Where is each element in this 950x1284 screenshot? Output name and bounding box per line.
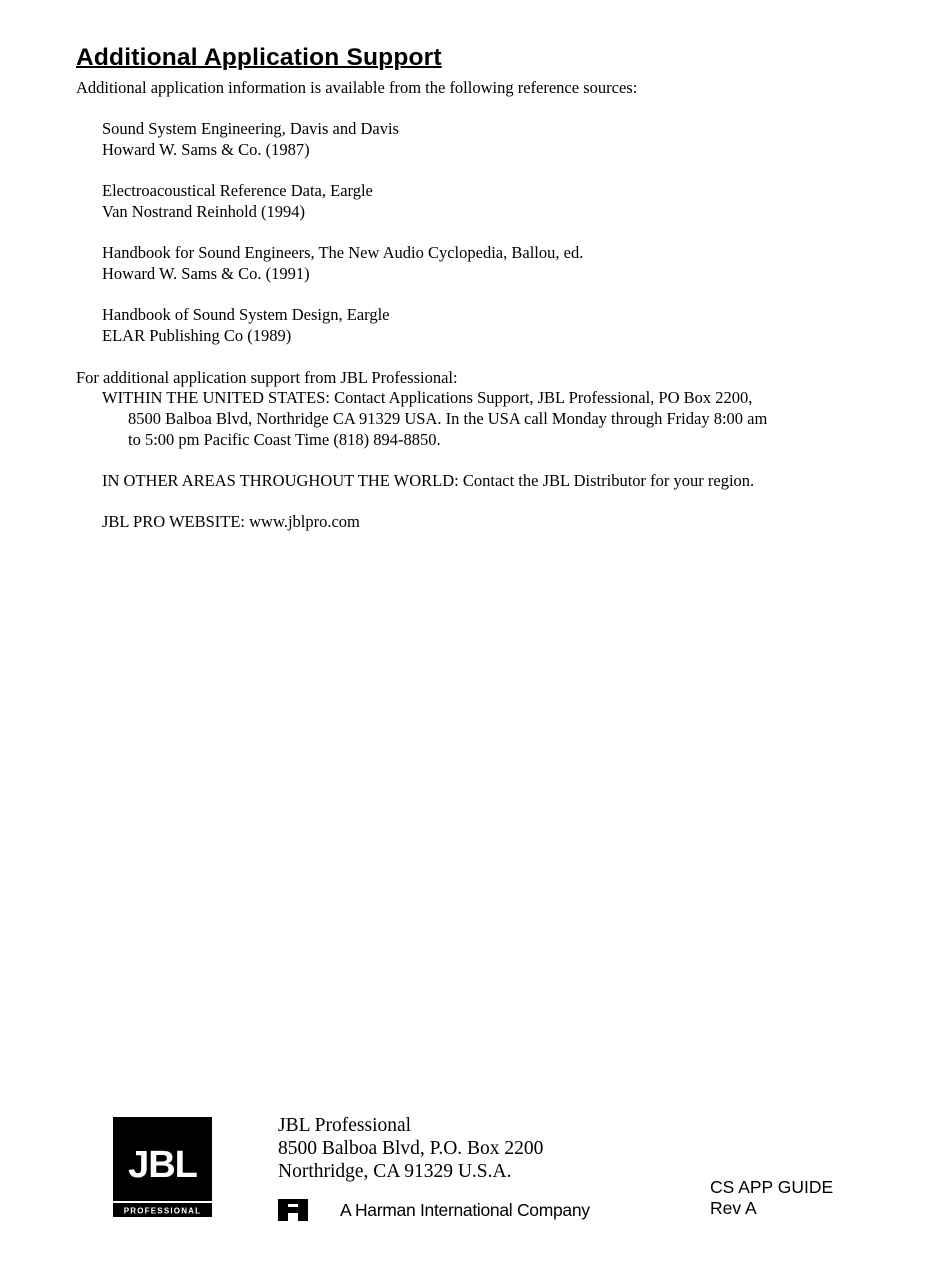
reference-publisher: ELAR Publishing Co (1989) <box>102 326 292 345</box>
company-name: JBL Professional <box>278 1115 412 1136</box>
reference-publisher: Howard W. Sams & Co. (1991) <box>102 264 310 283</box>
address-line: 8500 Balboa Blvd, P.O. Box 2200 <box>278 1138 544 1159</box>
reference-title: Electroacoustical Reference Data, Eargle <box>102 181 373 200</box>
world-support-line: IN OTHER AREAS THROUGHOUT THE WORLD: Contact the JBL Distributor for your region. <box>102 471 755 490</box>
usa-support-line: 8500 Balboa Blvd, Northridge CA 91329 USA. In the USA call Monday through Friday 8:00 am <box>128 409 768 428</box>
page-heading: Additional Application Support <box>76 44 442 71</box>
usa-support-line: to 5:00 pm Pacific Coast Time (818) 894-8850. <box>128 430 441 449</box>
reference-title: Sound System Engineering, Davis and Davis <box>102 119 399 138</box>
harman-logo-icon <box>278 1199 308 1221</box>
reference-title: Handbook for Sound Engineers, The New Audio Cyclopedia, Ballou, ed. <box>102 243 584 262</box>
jbl-logo-icon <box>113 1117 212 1217</box>
jbl-logo-text: JBL <box>128 1144 197 1186</box>
reference-title: Handbook of Sound System Design, Eargle <box>102 305 390 324</box>
address-line: Northridge, CA 91329 U.S.A. <box>278 1161 512 1182</box>
jbl-logo-subtext: PROFESSIONAL <box>123 1206 202 1216</box>
reference-publisher: Howard W. Sams & Co. (1987) <box>102 140 310 159</box>
harman-tagline: A Harman International Company <box>340 1200 590 1220</box>
website-line: JBL PRO WEBSITE: www.jblpro.com <box>102 512 360 531</box>
usa-support-line: WITHIN THE UNITED STATES: Contact Applications Support, JBL Professional, PO Box 2200, <box>102 388 753 407</box>
intro-text: Additional application information is available from the following reference sources: <box>76 78 638 97</box>
support-intro: For additional application support from JBL Professional: <box>76 368 458 387</box>
guide-title: CS APP GUIDE <box>710 1177 834 1197</box>
guide-revision: Rev A <box>710 1198 757 1218</box>
reference-publisher: Van Nostrand Reinhold (1994) <box>102 202 306 221</box>
